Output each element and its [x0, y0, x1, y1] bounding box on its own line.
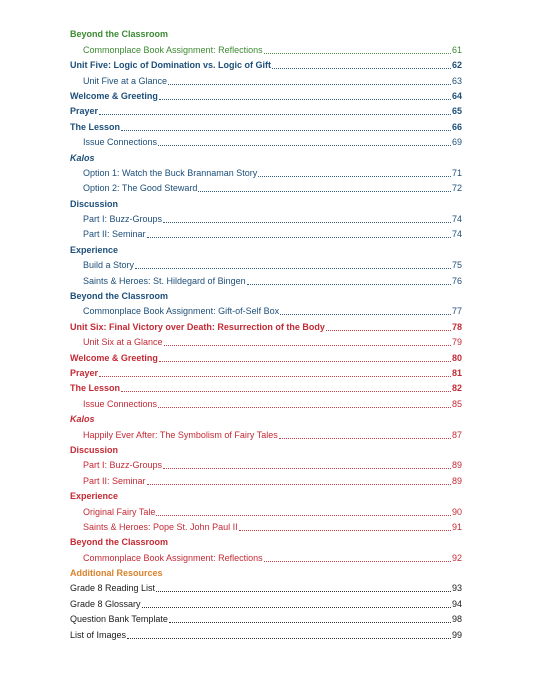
toc-entry[interactable] [70, 625, 462, 640]
toc-entry-label: Unit Six at a Glance [83, 337, 163, 348]
toc-entry-label: Kalos [70, 152, 95, 163]
toc-page-number: 65 [451, 106, 462, 117]
toc-entry[interactable] [70, 317, 462, 332]
toc-section-heading [70, 441, 462, 456]
dot-leader [159, 361, 451, 362]
toc-entry-label: Welcome & Greeting [70, 352, 158, 363]
toc-entry-label: Grade 8 Glossary [70, 598, 141, 609]
toc-entry[interactable] [70, 102, 462, 117]
toc-entry[interactable] [70, 210, 462, 225]
toc-entry[interactable] [70, 225, 462, 240]
dot-leader [156, 591, 451, 592]
dot-leader [264, 561, 451, 562]
toc-entry-label: Issue Connections [83, 398, 158, 409]
dot-leader [159, 99, 451, 100]
toc-entry[interactable] [70, 87, 462, 102]
toc-page-number: 93 [451, 583, 462, 594]
toc-entry[interactable] [70, 348, 462, 363]
toc-section-heading [70, 533, 462, 548]
dot-leader [198, 191, 451, 192]
dot-leader [121, 391, 451, 392]
toc-entry-label: Option 2: The Good Steward [83, 183, 198, 194]
toc-entry-label: Commonplace Book Assignment: Reflections [83, 44, 263, 55]
toc-page-number: 90 [451, 506, 462, 517]
toc-page-number: 98 [451, 614, 462, 625]
table-of-contents [70, 25, 462, 641]
toc-entry-label: Additional Resources [70, 568, 163, 579]
toc-entry[interactable] [70, 471, 462, 486]
toc-section-heading [70, 287, 462, 302]
toc-entry-label: Happily Ever After: The Symbolism of Fairy Tales [83, 429, 278, 440]
toc-page-number: 82 [451, 383, 462, 394]
toc-page-number: 74 [451, 214, 462, 225]
toc-entry-label: List of Images [70, 629, 127, 640]
toc-page-number: 78 [451, 321, 462, 332]
toc-entry[interactable] [70, 271, 462, 286]
dot-leader [142, 607, 451, 608]
toc-page-number: 62 [451, 60, 462, 71]
dot-leader [99, 376, 451, 377]
toc-page-number: 81 [451, 367, 462, 378]
toc-entry-label: Beyond the Classroom [70, 291, 169, 302]
dot-leader [158, 407, 451, 408]
dot-leader [272, 68, 451, 69]
toc-page-number: 87 [451, 429, 462, 440]
toc-entry[interactable] [70, 302, 462, 317]
toc-page-number: 79 [451, 337, 462, 348]
toc-entry-label: Discussion [70, 444, 119, 455]
toc-entry[interactable] [70, 594, 462, 609]
toc-entry[interactable] [70, 379, 462, 394]
toc-page-number: 69 [451, 137, 462, 148]
toc-section-heading [70, 410, 462, 425]
toc-entry-label: Experience [70, 491, 119, 502]
toc-entry-label: Saints & Heroes: Pope St. John Paul II [83, 521, 238, 532]
toc-entry[interactable] [70, 40, 462, 55]
dot-leader [279, 438, 451, 439]
toc-page-number: 76 [451, 275, 462, 286]
toc-entry-label: Kalos [70, 414, 95, 425]
toc-entry[interactable] [70, 117, 462, 132]
toc-page-number: 71 [451, 167, 462, 178]
dot-leader [280, 314, 451, 315]
toc-entry-label: Experience [70, 244, 119, 255]
toc-page-number: 64 [451, 90, 462, 101]
toc-page-number: 91 [451, 521, 462, 532]
toc-entry-label: Discussion [70, 198, 119, 209]
toc-entry[interactable] [70, 333, 462, 348]
toc-entry[interactable] [70, 364, 462, 379]
toc-entry-label: Build a Story [83, 260, 135, 271]
dot-leader [258, 176, 451, 177]
toc-section-heading [70, 564, 462, 579]
dot-leader [158, 145, 451, 146]
toc-entry-label: Prayer [70, 106, 99, 117]
toc-page-number: 61 [451, 44, 462, 55]
dot-leader [164, 345, 451, 346]
toc-entry-label: Beyond the Classroom [70, 537, 169, 548]
toc-entry[interactable] [70, 133, 462, 148]
toc-page-number: 89 [451, 460, 462, 471]
toc-section-heading [70, 194, 462, 209]
toc-entry-label: Saints & Heroes: St. Hildegard of Bingen [83, 275, 246, 286]
toc-entry-label: Part II: Seminar [83, 475, 146, 486]
dot-leader [99, 114, 451, 115]
dot-leader [247, 284, 451, 285]
toc-entry[interactable] [70, 425, 462, 440]
toc-page-number: 77 [451, 306, 462, 317]
toc-entry[interactable] [70, 502, 462, 517]
dot-leader [147, 237, 451, 238]
toc-entry-label: Commonplace Book Assignment: Reflections [83, 552, 263, 563]
dot-leader [163, 222, 451, 223]
toc-entry[interactable] [70, 164, 462, 179]
toc-entry[interactable] [70, 548, 462, 563]
dot-leader [169, 622, 451, 623]
toc-page-number: 89 [451, 475, 462, 486]
toc-entry-label: Unit Six: Final Victory over Death: Resurrection of the Body [70, 321, 325, 332]
toc-page-number: 92 [451, 552, 462, 563]
toc-page-number: 72 [451, 183, 462, 194]
toc-entry[interactable] [70, 579, 462, 594]
toc-entry[interactable] [70, 394, 462, 409]
dot-leader [127, 638, 451, 639]
dot-leader [326, 330, 451, 331]
toc-entry[interactable] [70, 456, 462, 471]
toc-entry-label: Part II: Seminar [83, 229, 146, 240]
toc-entry[interactable] [70, 56, 462, 71]
toc-entry[interactable] [70, 256, 462, 271]
toc-entry-label: Grade 8 Reading List [70, 583, 156, 594]
toc-entry[interactable] [70, 179, 462, 194]
toc-entry-label: The Lesson [70, 383, 121, 394]
dot-leader [264, 53, 451, 54]
toc-page-number: 75 [451, 260, 462, 271]
toc-entry-label: Prayer [70, 367, 99, 378]
dot-leader [168, 84, 451, 85]
toc-entry-label: Part I: Buzz-Groups [83, 460, 163, 471]
toc-page-number: 80 [451, 352, 462, 363]
toc-entry-label: Unit Five: Logic of Domination vs. Logic of Gift [70, 60, 271, 71]
toc-section-heading [70, 240, 462, 255]
toc-entry-label: Question Bank Template [70, 614, 168, 625]
toc-entry[interactable] [70, 610, 462, 625]
dot-leader [147, 484, 451, 485]
toc-entry-label: Issue Connections [83, 137, 158, 148]
dot-leader [135, 268, 451, 269]
toc-page-number: 85 [451, 398, 462, 409]
toc-page-number: 99 [451, 629, 462, 640]
toc-section-heading [70, 25, 462, 40]
toc-page-number: 63 [451, 75, 462, 86]
toc-page-number: 74 [451, 229, 462, 240]
toc-entry[interactable] [70, 518, 462, 533]
dot-leader [163, 468, 451, 469]
toc-entry-label: The Lesson [70, 121, 121, 132]
toc-entry-label: Unit Five at a Glance [83, 75, 168, 86]
dot-leader [156, 515, 451, 516]
toc-section-heading [70, 148, 462, 163]
toc-entry-label: Welcome & Greeting [70, 90, 158, 101]
toc-entry[interactable] [70, 71, 462, 86]
dot-leader [239, 530, 451, 531]
toc-entry-label: Beyond the Classroom [70, 29, 169, 40]
toc-entry-label: Option 1: Watch the Buck Brannaman Story [83, 167, 258, 178]
toc-page-number: 66 [451, 121, 462, 132]
toc-entry-label: Part I: Buzz-Groups [83, 214, 163, 225]
dot-leader [121, 130, 451, 131]
toc-entry-label: Original Fairy Tale [83, 506, 156, 517]
toc-entry-label: Commonplace Book Assignment: Gift-of-Self Box [83, 306, 280, 317]
toc-page-number: 94 [451, 598, 462, 609]
toc-section-heading [70, 487, 462, 502]
